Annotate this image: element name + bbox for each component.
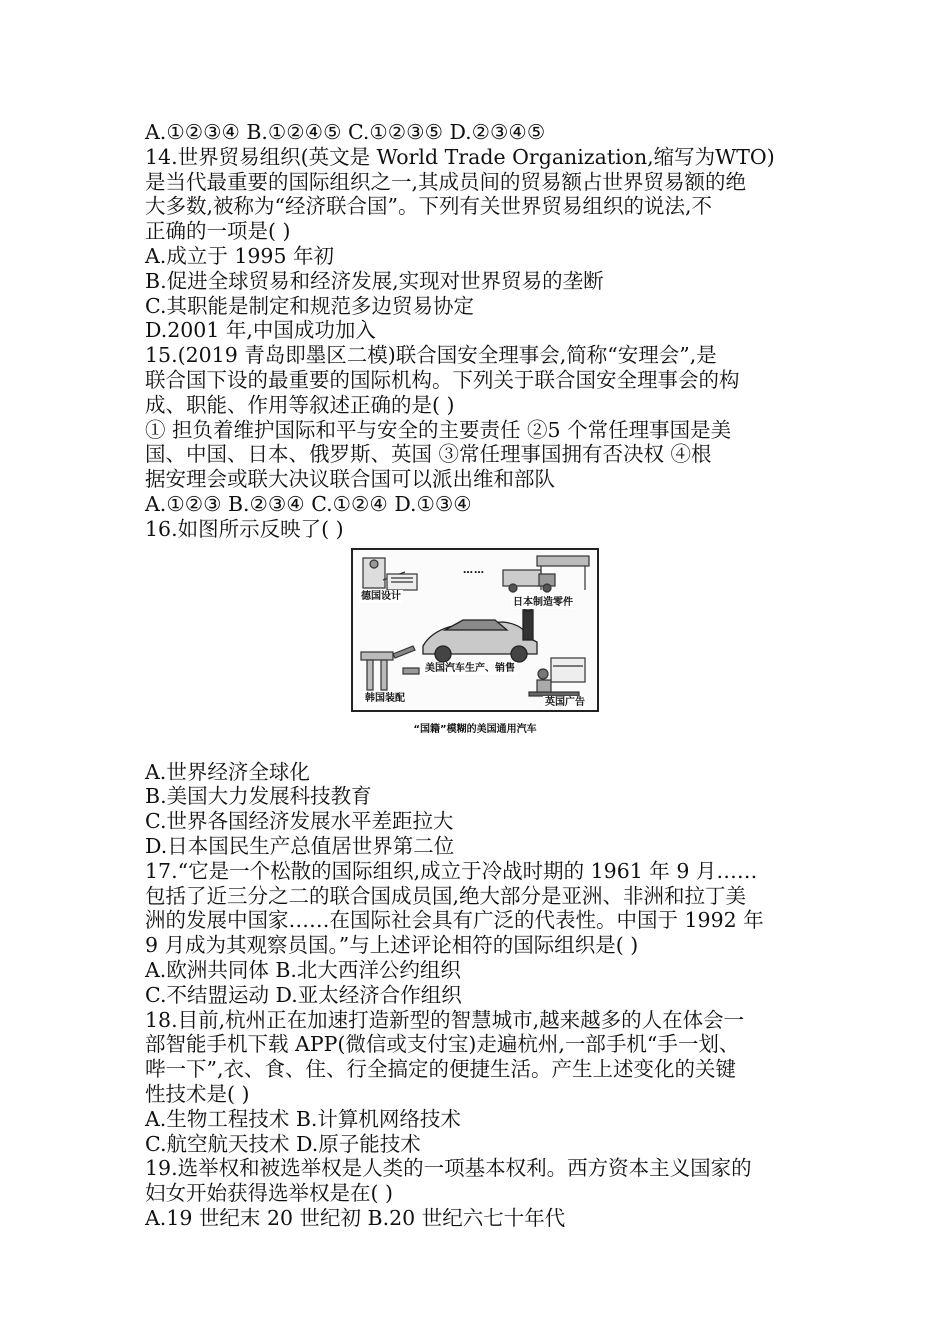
label-germany-design: 德国设计 bbox=[361, 590, 401, 602]
text-line: A.①②③ B.②③④ C.①②④ D.①③④ bbox=[145, 491, 472, 516]
text-line: 14.世界贸易组织(英文是 World Trade Organization,缩写为WTO) bbox=[145, 144, 775, 169]
label-uk-advertising: 英国广告 bbox=[545, 696, 585, 708]
text-line: D.日本国民生产总值居世界第二位 bbox=[145, 833, 455, 858]
worksheet-page bbox=[145, 120, 810, 1231]
text-line: 成、职能、作用等叙述正确的是( ) bbox=[145, 392, 455, 417]
text-line: 17.“它是一个松散的国际组织,成立于冷战时期的 1961 年 9 月…… bbox=[145, 858, 758, 883]
text-line: ① 担负着维护国际和平与安全的主要责任 ②5 个常任理事国是美 bbox=[145, 417, 732, 442]
text-line: A.①②③④ B.①②④⑤ C.①②③⑤ D.②③④⑤ bbox=[145, 120, 546, 144]
text-line: 是当代最重要的国际组织之一,其成员间的贸易额占世界贸易额的绝 bbox=[145, 169, 747, 194]
text-line: 性技术是( ) bbox=[145, 1081, 250, 1106]
text-line: D.2001 年,中国成功加入 bbox=[145, 318, 376, 343]
label-usa-production: 美国汽车生产、销售 bbox=[425, 662, 515, 674]
label-korea-assembly: 韩国装配 bbox=[365, 692, 405, 704]
label-japan-parts: 日本制造零件 bbox=[513, 596, 573, 608]
text-line: C.其职能是制定和规范多边贸易协定 bbox=[145, 293, 474, 318]
figure-block bbox=[145, 542, 810, 760]
text-block-before-figure bbox=[145, 120, 810, 542]
text-line: 包括了近三分之二的联合国成员国,绝大部分是亚洲、非洲和拉丁美 bbox=[145, 883, 747, 908]
text-line: 洲的发展中国家……在国际社会具有广泛的代表性。中国于 1992 年 bbox=[145, 908, 764, 933]
text-line: 据安理会或联大决议联合国可以派出维和部队 bbox=[145, 467, 555, 492]
text-line: A.19 世纪末 20 世纪初 B.20 世纪六七十年代 bbox=[145, 1205, 566, 1230]
car-globalization-illustration bbox=[351, 548, 599, 712]
text-line: A.世界经济全球化 bbox=[145, 759, 310, 784]
figure-caption: “国籍”模糊的美国通用汽车 bbox=[413, 723, 537, 735]
text-line: 18.目前,杭州正在加速打造新型的智慧城市,越来越多的人在体会一 bbox=[145, 1007, 745, 1032]
text-block-after-figure bbox=[145, 760, 810, 1231]
text-line: 正确的一项是( ) bbox=[145, 219, 291, 244]
text-line: 15.(2019 青岛即墨区二模)联合国安全理事会,简称“安理会”,是 bbox=[145, 343, 717, 368]
text-line: C.世界各国经济发展水平差距拉大 bbox=[145, 809, 454, 834]
label-ellipsis: …… bbox=[463, 564, 485, 576]
text-line: A.欧洲共同体 B.北大西洋公约组织 bbox=[145, 957, 461, 982]
text-line: 9 月成为其观察员国。”与上述评论相符的国际组织是( ) bbox=[145, 933, 639, 958]
text-line: C.不结盟运动 D.亚太经济合作组织 bbox=[145, 982, 462, 1007]
text-line: 大多数,被称为“经济联合国”。下列有关世界贸易组织的说法,不 bbox=[145, 194, 712, 219]
text-line: B.美国大力发展科技教育 bbox=[145, 784, 372, 809]
text-line: 16.如图所示反映了( ) bbox=[145, 516, 344, 541]
text-line: 国、中国、日本、俄罗斯、英国 ③常任理事国拥有否决权 ④根 bbox=[145, 442, 712, 467]
text-line: 部智能手机下载 APP(微信或支付宝)走遍杭州,一部手机“手一划、 bbox=[145, 1032, 740, 1057]
text-line: 19.选举权和被选举权是人类的一项基本权利。西方资本主义国家的 bbox=[145, 1156, 752, 1181]
text-line: 妇女开始获得选举权是在( ) bbox=[145, 1181, 394, 1206]
text-line: C.航空航天技术 D.原子能技术 bbox=[145, 1131, 421, 1156]
text-line: 哔一下”,衣、食、住、行全搞定的便捷生活。产生上述变化的关键 bbox=[145, 1057, 736, 1082]
text-line: B.促进全球贸易和经济发展,实现对世界贸易的垄断 bbox=[145, 268, 604, 293]
text-line: 联合国下设的最重要的国际机构。下列关于联合国安全理事会的构 bbox=[145, 367, 740, 392]
text-line: A.成立于 1995 年初 bbox=[145, 243, 335, 268]
text-line: A.生物工程技术 B.计算机网络技术 bbox=[145, 1106, 461, 1131]
